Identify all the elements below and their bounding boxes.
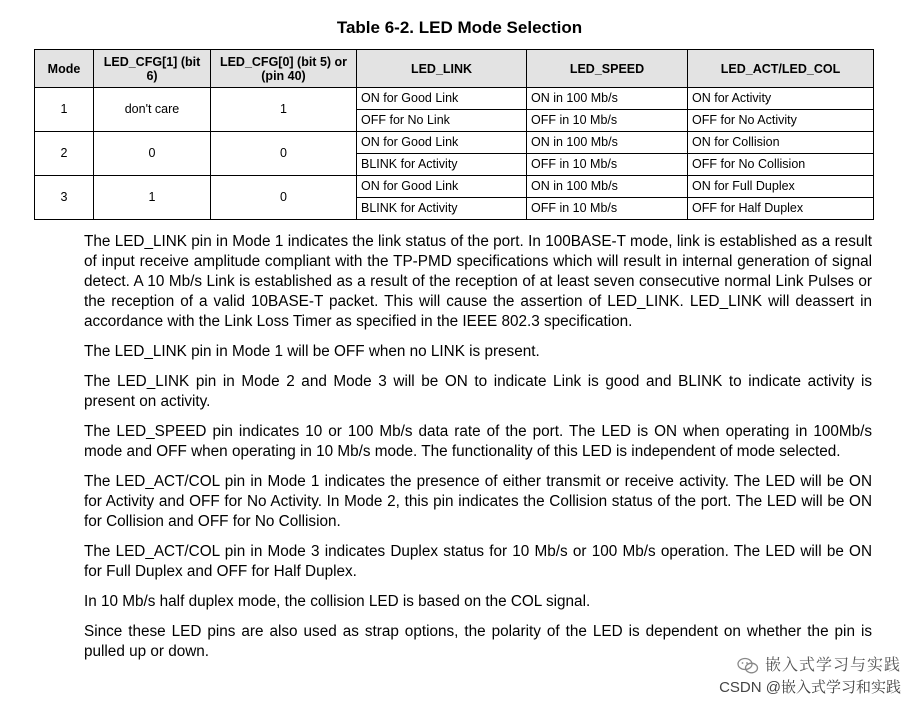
link-cell: OFF for No Link: [357, 110, 527, 132]
table-title: Table 6-2. LED Mode Selection: [336, 18, 583, 37]
act-cell: ON for Activity: [688, 88, 874, 110]
cfg0-cell: 0: [211, 176, 357, 220]
link-cell: BLINK for Activity: [357, 154, 527, 176]
link-cell: ON for Good Link: [357, 176, 527, 198]
mode-cell: 3: [35, 176, 94, 220]
act-cell: OFF for No Collision: [688, 154, 874, 176]
wechat-icon: [737, 657, 759, 675]
cfg1-cell: 1: [94, 176, 211, 220]
header-led-speed: LED_SPEED: [527, 50, 688, 88]
cfg0-cell: 0: [211, 132, 357, 176]
speed-cell: ON in 100 Mb/s: [527, 88, 688, 110]
act-cell: OFF for Half Duplex: [688, 198, 874, 220]
mode-cell: 2: [35, 132, 94, 176]
mode-cell: 1: [35, 88, 94, 132]
paragraph-led-act-col-mode3: The LED_ACT/COL pin in Mode 3 indicates Duplex status for 10 Mb/s or 100 Mb/s operation. The LED will be ON for Full Duplex and OFF for Half Duplex.: [84, 543, 872, 580]
header-mode: Mode: [35, 50, 94, 88]
led-mode-table: [34, 49, 874, 220]
table-row: [35, 176, 874, 198]
header-led-act-col: LED_ACT/LED_COL: [688, 50, 874, 88]
paragraph-led-act-col-mode12: The LED_ACT/COL pin in Mode 1 indicates the presence of either transmit or receive activity. The LED will be ON for Activity and OFF for No Activity. In Mode 2, this pin indicates the Collision status of the port. The LED will be ON for Collision and OFF for No Collision.: [84, 473, 872, 530]
paragraph-collision-led: In 10 Mb/s half duplex mode, the collision LED is based on the COL signal.: [84, 593, 591, 610]
paragraph-led-link-mode1: The LED_LINK pin in Mode 1 indicates the link status of the port. In 100BASE-T mode, link is established as a result of input receive amplitude compliant with the TP-PMD specifications which will result in internal generation of signal detect. A 10 Mb/s Link is established as a result of the reception of at least seven consecutive normal Link Pulses or the reception of a valid 10BASE-T packet. This will cause the assertion of LED_LINK. LED_LINK will deassert in accordance with the Link Loss Timer as specified in the IEEE 802.3 specification.: [84, 233, 872, 330]
link-cell: ON for Good Link: [357, 132, 527, 154]
cfg1-cell: 0: [94, 132, 211, 176]
table-header-row: [35, 50, 874, 88]
header-led-cfg1: LED_CFG[1] (bit 6): [94, 50, 211, 88]
link-cell: ON for Good Link: [357, 88, 527, 110]
paragraph-led-link-mode23: The LED_LINK pin in Mode 2 and Mode 3 will be ON to indicate Link is good and BLINK to indicate activity is present on activity.: [84, 373, 872, 410]
watermark-channel: [661, 655, 901, 677]
table-row: [35, 132, 874, 154]
speed-cell: OFF in 10 Mb/s: [527, 110, 688, 132]
link-cell: BLINK for Activity: [357, 198, 527, 220]
speed-cell: OFF in 10 Mb/s: [527, 154, 688, 176]
body-text: [84, 232, 872, 672]
watermark-channel-name: 嵌入式学习与实践: [764, 657, 901, 674]
act-cell: OFF for No Activity: [688, 110, 874, 132]
paragraph-strap-polarity: Since these LED pins are also used as strap options, the polarity of the LED is dependent on whether the pin is pulled up or down.: [84, 623, 872, 660]
speed-cell: ON in 100 Mb/s: [527, 176, 688, 198]
table-row: [35, 88, 874, 110]
speed-cell: OFF in 10 Mb/s: [527, 198, 688, 220]
cfg1-cell: don't care: [94, 88, 211, 132]
header-led-link: LED_LINK: [357, 50, 527, 88]
cfg0-cell: 1: [211, 88, 357, 132]
paragraph-led-speed: The LED_SPEED pin indicates 10 or 100 Mb/s data rate of the port. The LED is ON when operating in 100Mb/s mode and OFF when operating in 10 Mb/s mode. The functionality of this LED is independent of mode selected.: [84, 423, 872, 460]
watermark-csdn: CSDN @嵌入式学习和实践: [719, 679, 901, 696]
act-cell: ON for Full Duplex: [688, 176, 874, 198]
act-cell: ON for Collision: [688, 132, 874, 154]
watermark: [661, 655, 901, 699]
header-led-cfg0: LED_CFG[0] (bit 5) or (pin 40): [211, 50, 357, 88]
paragraph-led-link-off: The LED_LINK pin in Mode 1 will be OFF when no LINK is present.: [84, 343, 540, 360]
speed-cell: ON in 100 Mb/s: [527, 132, 688, 154]
